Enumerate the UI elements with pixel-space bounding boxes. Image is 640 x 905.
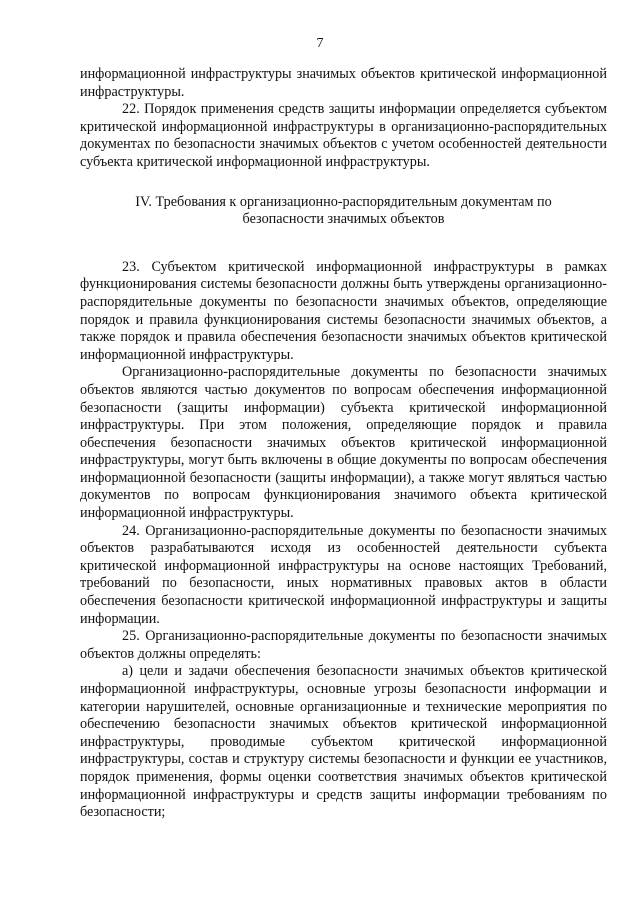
- paragraph-21-continuation: информационной инфраструктуры значимых объектов критической информационной инфраструктуры.: [80, 66, 607, 100]
- paragraph-24: 24. Организационно-распорядительные документы по безопасности значимых объектов разрабатываются исходя из особенностей деятельности субъекта критической информационной инфраструктуры на основе настоящих Требований, требований по безопасности, иных нормативных правовых актов в области обеспечения безопасности критической информационной инфраструктуры и защиты информации.: [80, 522, 607, 627]
- paragraph-25: 25. Организационно-распорядительные документы по безопасности значимых объектов должны определять:: [80, 628, 607, 662]
- paragraph-22: 22. Порядок применения средств защиты информации определяется субъектом критической информационной инфраструктуры в организационно-распорядительных документах по безопасности значимых объектов с учетом особенностей деятельности субъекта критической информационной инфраструктуры.: [80, 101, 607, 170]
- section-heading-line-1: IV. Требования к организационно-распорядительным документам по: [135, 193, 552, 210]
- section-heading: [80, 194, 607, 229]
- paragraph-23: 23. Субъектом критической информационной инфраструктуры в рамках функционирования системы безопасности должны быть утверждены организационно-распорядительные документы по безопасности значимых объектов, определяющие порядок и правила функционирования системы безопасности значимых объектов, а также порядок и правила обеспечения безопасности значимых объектов критической информационной инфраструктуры.: [80, 258, 607, 363]
- document-body: [80, 66, 607, 822]
- paragraph-23-continued: Организационно-распорядительные документы по безопасности значимых объектов являются частью документов по вопросам обеспечения информационной безопасности (защиты информации) субъекта критической информационной инфраструктуры. При этом положения, определяющие порядок и правила обеспечения безопасности значимых объектов критической информационной инфраструктуры, могут быть включены в общие документы по вопросам обеспечения информационной безопасности (защиты информации), а также могут являться частью документов по вопросам функционирования значимого объекта критической информационной инфраструктуры.: [80, 364, 607, 522]
- page-number: 7: [316, 36, 324, 51]
- section-heading-line-2: безопасности значимых объектов: [242, 211, 445, 228]
- paragraph-25-a: а) цели и задачи обеспечения безопасности значимых объектов критической информационной инфраструктуры, основные угрозы безопасности информации и категории нарушителей, основные организационные и технические мероприятия по обеспечению безопасности значимых объектов критической информационной инфраструктуры, проводимые субъектом критической информационной инфраструктуры, состав и структуру системы безопасности и функции ее участников, порядок применения, формы оценки соответствия значимых объектов критической информационной инфраструктуры и средств защиты информации требованиям по безопасности;: [80, 663, 607, 821]
